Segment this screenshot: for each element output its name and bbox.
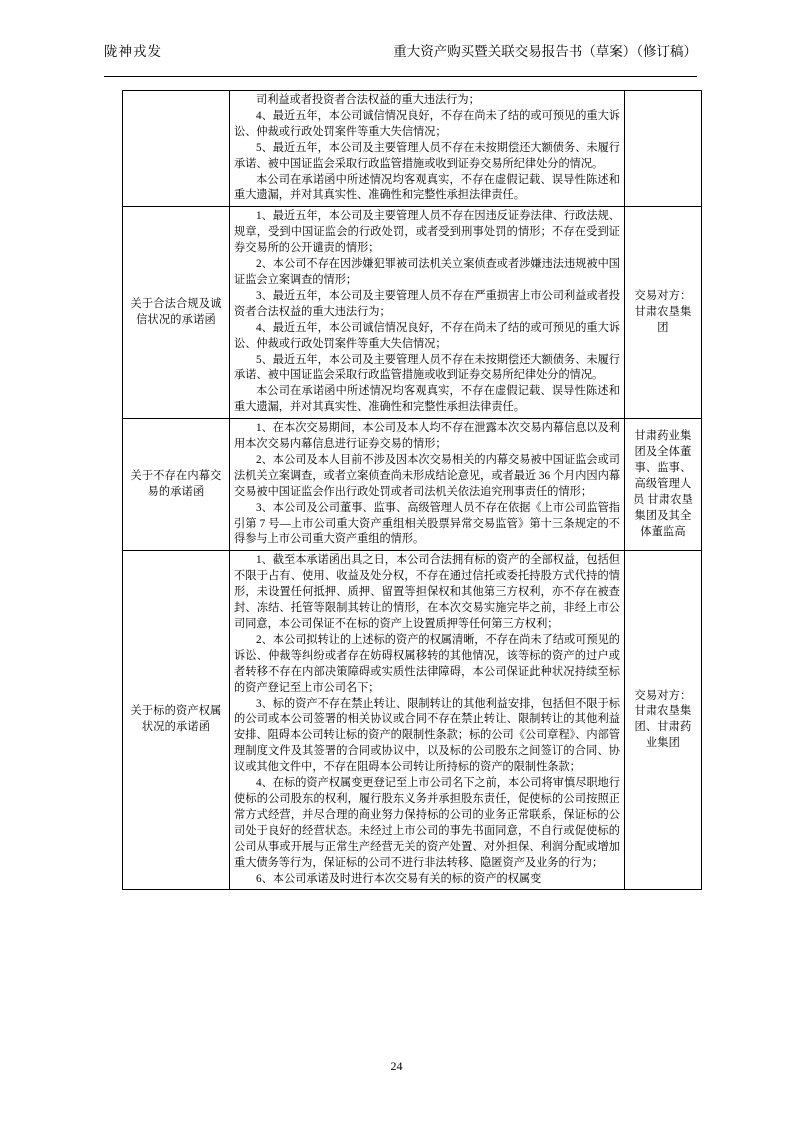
paragraph: 2、本公司及本人目前不涉及因本次交易相关的内幕交易被中国证监会或司法机关立案调查，或者立案侦查尚未形成结论意见，或者最近 36 个月内因内幕交易被中国证监会作出行政处罚或者司法机关依法追究刑事责任的情形； <box>234 453 620 498</box>
paragraph: 4、最近五年，本公司诚信情况良好，不存在尚未了结的或可预见的重大诉讼、仲裁或行政处罚案件等重大失信情况； <box>234 109 620 138</box>
content-cell <box>230 419 625 551</box>
party-cell <box>625 91 702 207</box>
paragraph: 本公司在承诺函中所述情况均客观真实，不存在虚假记载、误导性陈述和重大遗漏，并对其真实性、准确性和完整性承担法律责任。 <box>234 385 620 414</box>
party-cell <box>625 207 702 419</box>
paragraph: 2、本公司拟转让的上述标的资产的权属清晰，不存在尚未了结或可预见的诉讼、仲裁等纠纷或者存在妨碍权属移转的其他情况，该等标的资产的过户或者转移不存在内部决策障碍或实质性法律障碍，本公司保证此种状况持续至标的资产登记至上市公司名下； <box>234 633 620 694</box>
topic-label: 关于不存在内幕交易的承诺函 <box>130 469 222 498</box>
party-cell <box>625 551 702 890</box>
commitment-table <box>122 90 702 890</box>
content-cell <box>230 207 625 419</box>
party-label: 甘肃药业集团及全体董事、监事、高级管理人员 甘肃农垦集团及其全体董监高 <box>633 430 693 538</box>
paragraph: 司利益或者投资者合法权益的重大违法行为； <box>256 94 480 106</box>
party-label: 交易对方：甘肃农垦集团 <box>634 289 692 334</box>
topic-label: 关于合法合规及诚信状况的承诺函 <box>130 297 222 326</box>
page-number: 24 <box>390 1059 403 1073</box>
header-divider <box>104 76 697 77</box>
party-cell <box>625 419 702 551</box>
topic-cell <box>123 419 230 551</box>
party-label: 交易对方：甘肃农垦集团、甘肃药业集团 <box>634 689 692 750</box>
paragraph: 3、标的资产不存在禁止转让、限制转让的其他利益安排，包括但不限于标的公司或本公司签署的相关协议或合同不存在禁止转让、限制转让的其他利益安排、阻碍本公司转让标的资产的限制性条款；标的公司《公司章程》、内部管理制度文件及其签署的合同或协议中，以及标的公司股东之间签订的合同、协议或其他文件中，不存在阻碍本公司转让所持标的资产的限制性条款； <box>234 697 620 774</box>
topic-cell <box>123 91 230 207</box>
paragraph: 1、最近五年，本公司及主要管理人员不存在因违反证券法律、行政法规、规章，受到中国证监会的行政处罚，或者受到刑事处罚的情形；不存在受到证券交易所的公开谴责的情形； <box>234 210 620 255</box>
topic-label: 关于标的资产权属状况的承诺函 <box>130 705 222 734</box>
page-header <box>104 44 697 60</box>
table-row <box>123 419 702 551</box>
paragraph: 本公司在承诺函中所述情况均客观真实，不存在虚假记载、误导性陈述和重大遗漏，并对其真实性、准确性和完整性承担法律责任。 <box>234 173 620 202</box>
content-cell <box>230 551 625 890</box>
paragraph: 6、本公司承诺及时进行本次交易有关的标的资产的权属变 <box>256 872 542 885</box>
table-row <box>123 551 702 890</box>
paragraph: 5、最近五年，本公司及主要管理人员不存在未按期偿还大额债务、未履行承诺、被中国证监会采取行政监管措施或收到证券交易所纪律处分的情况。 <box>234 353 620 382</box>
paragraph: 4、在标的资产权属变更登记至上市公司名下之前，本公司将审慎尽职地行使标的公司股东的权利，履行股东义务并承担股东责任，促使标的公司按照正常方式经营，并尽合理的商业努力保持标的公司的业务正常联系，保证标的公司处于良好的经营状态。未经过上市公司的事先书面同意，不自行或促使标的公司从事或开展与正常生产经营无关的资产处置、对外担保、利润分配或增加重大债务等行为，保证标的公司不进行非法转移、隐匿资产及业务的行为； <box>234 777 620 869</box>
header-company-name: 陇神戎发 <box>104 44 162 59</box>
content-cell <box>230 91 625 207</box>
header-document-title: 重大资产购买暨关联交易报告书（草案）（修订稿） <box>393 44 697 59</box>
paragraph: 5、最近五年，本公司及主要管理人员不存在未按期偿还大额债务、未履行承诺、被中国证监会采取行政监管措施或收到证券交易所纪律处分的情况。 <box>234 141 620 170</box>
paragraph: 1、截至本承诺函出具之日，本公司合法拥有标的资产的全部权益，包括但不限于占有、使用、收益及处分权，不存在通过信托或委托持股方式代持的情形，未设置任何抵押、质押、留置等担保权和其他第三方权利，亦不存在被查封、冻结、托管等限制其转让的情形，在本次交易实施完毕之前，非经上市公司同意，本公司保证不在标的资产上设置质押等任何第三方权利； <box>234 554 620 630</box>
table-row <box>123 91 702 207</box>
paragraph: 3、本公司及公司董事、监事、高级管理人员不存在依据《上市公司监管指引第 7 号—上市公司重大资产重组相关股票异常交易监管》第十三条规定的不得参与上市公司重大资产重组的情形。 <box>234 501 620 546</box>
topic-cell <box>123 207 230 419</box>
document-body <box>122 90 693 890</box>
paragraph: 3、最近五年，本公司及主要管理人员不存在严重损害上市公司利益或者投资者合法权益的重大违法行为； <box>234 289 620 318</box>
topic-cell <box>123 551 230 890</box>
paragraph: 2、本公司不存在因涉嫌犯罪被司法机关立案侦查或者涉嫌违法违规被中国证监会立案调查的情形； <box>234 258 620 286</box>
paragraph: 1、在本次交易期间，本公司及本人均不存在泄露本次交易内幕信息以及利用本次交易内幕信息进行证券交易的情形； <box>234 422 620 451</box>
table-row <box>123 207 702 419</box>
paragraph: 4、最近五年，本公司诚信情况良好，不存在尚未了结的或可预见的重大诉讼、仲裁或行政处罚案件等重大失信情况； <box>234 321 620 350</box>
